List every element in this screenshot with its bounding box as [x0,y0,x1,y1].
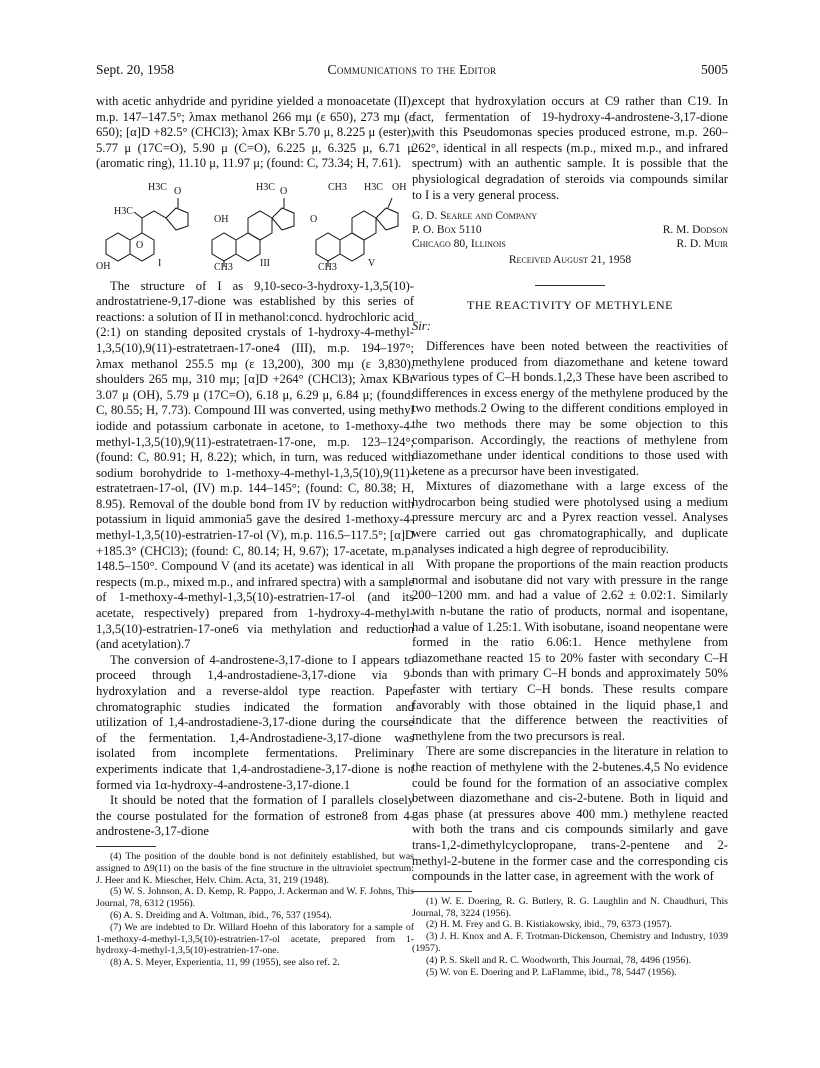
struct-iii-methyl2-label: CH3 [214,261,233,270]
header-page-number: 5005 [701,62,728,77]
struct-v-methyl3-label: CH3 [318,261,337,270]
footnote-rule [96,846,156,847]
footnote-6: (6) A. S. Dreiding and A. Voltman, ibid., 76, 537 (1954). [110,909,332,921]
struct-i-oxo-label: O [136,239,144,251]
struct-iii-hydroxyl-label: OH [214,213,229,225]
article-title: THE REACTIVITY OF METHYLENE [466,297,674,312]
struct-i-methyl2-label: H3C [114,205,133,217]
footnote-rule-right [412,891,472,892]
paragraph-propane: With propane the proportions of the main reaction products normal and isobutane did not vary with pressure in the range 200–1200 mm. and had a value of 2.62 ± 0.02:1. Similarly with n-butane the ratio of products, normal and isopentane, had a value of 1.25:1. With isobutane, isoand neopentane were formed in the ratio 6.06:1. Hence methylene from diazomethane reacted 15 to 20% faster with secondary C–H bonds than with primary C–H bonds and approximately 50% faster with tertiary C–H bonds. These results compare favorably with those obtained in the liquid phase,1 and indicate that the difference between the reactivities of methylene from the two precursors is real. [412,557,728,743]
paragraph-hydroxylation: except that hydroxylation occurs at C9 rather than C19. In fact, fermentation of 19-hydroxy-4-androstene-3,17-dione with this Pseudomonas species produced estrone, m.p. 260–262°, identical in all respects (m.p., mixed m.p., and infrared spectrum) with an authentic sample. It is possible that the physiological degradation of steroids via compounds similar to I is a very general process. [412,94,728,202]
struct-i-number: I [158,257,162,269]
footnote-4-right: (4) P. S. Skell and R. C. Woodworth, This Journal, 78, 4496 (1956). [426,954,691,966]
paragraph-discrepancies: There are some discrepancies in the literature in relation to the reaction of methylene with the 2-butenes.4,5 No evidence could be found for the formation of an associative complex between diazomethane and cis-2-butene. Both in liquid and gas phase (at pressures above 400 mm.) methylene reacted with both the trans and cis compounds similarly and gave trans-1,2-dimethylcyclopropane, trans-2-pentene and 2-methyl-2-butene in the former case and the corresponding cis compounds in the latter case, in agreement with the work of [412,744,728,884]
chemical-structures-figure [96,178,414,270]
struct-iii-number: III [260,257,270,269]
struct-v-methyl-label: CH3 [328,181,347,193]
footnote-5: (5) W. S. Johnson, A. D. Kemp, R. Pappo, J. Ackerman and W. F. Johns, This Journal, 78, 6312 (1956). [96,886,414,910]
footnote-7: (7) We are indebted to Dr. Willard Hoehn of this laboratory for a sample of 1-methoxy-4-methyl-1,3,5(10)-estratrien-17-ol acetate, prepared from 1-hydroxy-4-methyl-1,3,5(10)-estratrien-17-one. [96,921,414,957]
left-column [96,94,414,969]
salutation: Sir: [412,319,431,334]
struct-v-methyl2-label: H3C [364,181,383,193]
struct-iii-methyl-label: H3C [256,181,275,193]
footnote-4: (4) The position of the double bond is not definitely established, but was assigned to Δ9(11) on the basis of the fine structure in the ultraviolet spectrum: J. Heer and K. Miescher, Helv. Chim. Acta, 31, 219 (1948). [96,850,414,886]
received-date: Received August 21, 1958 [508,254,632,267]
author-address-block [412,209,728,251]
struct-i-hydroxyl-label: OH [96,260,111,270]
paragraph-differences: Differences have been noted between the reactivities of methylene produced from diazomethane and ketene toward various types of C–H bonds.1,2,3 These have been ascribed to differences in excess energy of the methylene produced by the two methods.2 Owing to the different conditions employed in the two methods there may be some objection to this comparison. Accordingly, the reactions of methylene from diazomethane under identical conditions to those used with ketene as a precursor have been investigated. [412,338,728,478]
struct-v-number: V [368,257,376,269]
footnote-8: (8) A. S. Meyer, Experientia, 11, 99 (1955), see also ref. 2. [110,957,340,969]
section-separator [535,285,605,286]
footnote-3: (3) J. H. Knox and A. F. Trotman-Dickenson, Chemistry and Industry, 1039 (1957). [412,931,728,954]
city: Chicago 80, Illinois [412,238,506,251]
paragraph-mixtures: Mixtures of diazomethane with a large excess of the hydrocarbon being studied were photolysed using a medium pressure mercury arc and a Pyrex reaction vessel. Analyses were carried out gas chromatographically, and duplicate analyses indicated a high degree of reproducibility. [412,479,728,556]
author-dodson: R. M. Dodson [662,224,728,237]
footnote-5-right: (5) W. von E. Doering and P. LaFlamme, ibid., 78, 5447 (1956). [426,966,677,978]
footnote-1: (1) W. E. Doering, R. G. Butlery, R. G. Laughlin and N. Chaudhuri, This Journal, 78, 3224 (1956). [412,895,728,919]
footnote-2: (2) H. M. Frey and G. B. Kistiakowsky, ibid., 79, 6373 (1957). [426,919,672,931]
header-section: Communications to the Editor [327,62,497,77]
paragraph-estrone: It should be noted that the formation of I parallels closely the course postulated for the formation of estrone8 from 4-androstene-3,17-dione [96,793,414,839]
struct-i-methyl-label: H3C [148,181,167,193]
paragraph-monoacetate: with acetic anhydride and pyridine yielded a monoacetate (II), m.p. 147–147.5°; λmax methanol 266 mμ (ε 650), 273 mμ (ε 650); [α]D +82.5° (CHCl3); λmax KBr 5.70 μ, 8.225 μ (ester), 5.77 μ (17C=O), 5.90 μ (C=O), 6.225 μ, 6.325 μ, 6.71 μ (aromatic ring), 11.10 μ, 11.97 μ; (found: C, 73.34; H, 7.61). [96,94,414,171]
struct-i-ketone-label: O [174,185,182,197]
running-header [96,62,728,82]
right-column [412,94,728,978]
paragraph-structure-proof: The structure of I as 9,10-seco-3-hydroxy-1,3,5(10)-androstatriene-9,17-dione was established by this series of reactions: a solution of II in methanol:concd. hydrochloric acid (2:1) on standing deposited crystals of 1-hydroxy-4-methyl-1,3,5(10),9(11)-estratetraen-17-one4 (III), m.p. 194–197°; λmax methanol 255.5 mμ (ε 13,200), 300 mμ (ε 3,830), shoulders 265 mμ, 310 mμ; [α]D +264° (CHCl3); λmax KBr 3.07 μ (OH), 5.79 μ (17C=O), 6.18 μ, 6.29 μ, 6.84 μ; (found: C, 80.55; H, 7.73). Compound III was converted, using methyl iodide and potassium carbonate in acetone, to 1-methoxy-4-methyl-1,3,5(10),9(11)-estratetraen-17-one, m.p. 123–124°; (found: C, 80.91; H, 8.22); which, in turn, was reduced with sodium borohydride to 1-methoxy-4-methyl-1,3,5(10),9(11)-estratetraen-17-ol, (IV) m.p. 144–145°; (found: C, 80.38; H, 8.95). Removal of the double bond from IV by reduction with potassium in liquid ammonia5 gave the desired 1-methoxy-4-methyl-1,3,5(10)-estratrien-17-ol (V), m.p. 116.5–117.5°; [α]D +185.3° (CHCl3); (found: C, 80.14; H, 9.67); 17-acetate, m.p. 148.5–150°. Compound V (and its acetate) was identical in all respects (m.p., mixed m.p., and infrared spectra) with a sample of 1-methoxy-4-methyl-1,3,5(10)-estratrien-17-ol (and its acetate, respectively) prepared from 1-hydroxy-4-methyl-1,3,5(10)-estratrien-17-one6 via methylation and reduction (and acetylation).7 [96,278,414,652]
company-name: G. D. Searle and Company [412,210,537,223]
paragraph-conversion: The conversion of 4-androstene-3,17-dione to I appears to proceed through 1,4-androstadiene-3,17-dione via 9-hydroxylation and a reverse-aldol type reaction. Paper chromatographic studies indicated the formation and utilization of 1,4-androstadiene-3,17-dione during the course of the fermentation. 1,4-Androstadiene-3,17-dione was isolated from incomplete fermentations. Preliminary experiments indicate that 1,4-androstadiene-3,17-dione is not formed via 1α-hydroxy-4-androstene-3,17-dione.1 [96,652,414,792]
po-box: P. O. Box 5110 [412,224,482,237]
author-muir: R. D. Muir [676,238,728,251]
struct-v-oxo-label: O [310,213,318,225]
struct-iii-ketone-label: O [280,185,288,197]
struct-v-hydroxyl-label: OH [392,181,407,193]
header-date: Sept. 20, 1958 [96,62,175,77]
